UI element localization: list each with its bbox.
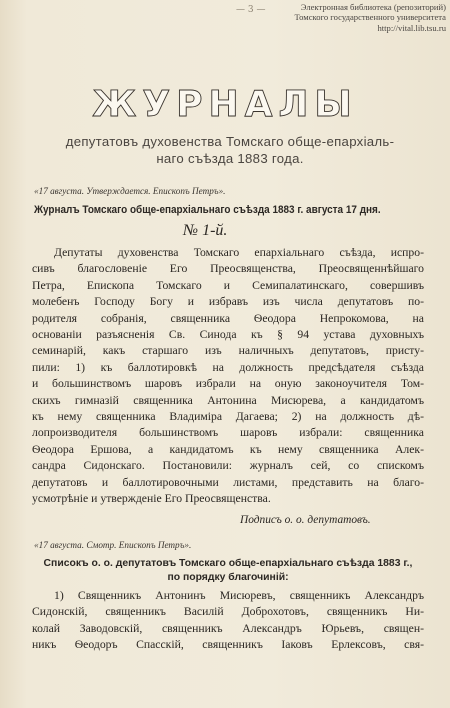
list-heading-line-2: по порядку благочиній: bbox=[167, 571, 289, 583]
body-line: депутатовъ и баллотировочными листами, представить на благо- bbox=[32, 475, 424, 489]
body-line: семинарій, какъ старшаго изъ наличныхъ депутатовъ, присту- bbox=[32, 344, 424, 358]
list-line: никъ Ѳеодоръ Спасскій, священникъ Іаковъ Ерлексовъ, свя- bbox=[32, 638, 424, 652]
approval-note-2: «17 августа. Смотр. Епископъ Петръ». bbox=[34, 540, 192, 550]
library-stamp bbox=[260, 2, 446, 33]
list-line: 1) Священникъ Антонинъ Мисюревъ, священникъ Александръ bbox=[54, 589, 424, 602]
list-heading bbox=[26, 557, 430, 584]
list-line: колай Заводовскій, священникъ Александръ Юрьевъ, священ- bbox=[32, 621, 424, 635]
subtitle-line-1: депутатовъ духовенства Томскаго обще-епархіаль- bbox=[65, 134, 395, 149]
list-heading-line-1: Списокъ о. о. депутатовъ Томскаго обще-епархіальнаго съѣзда 1883 г., bbox=[43, 558, 413, 569]
body-line: основаніи разъясненія Св. Синода къ § 94 устава духовныхъ bbox=[32, 328, 424, 342]
body-line: Ѳеодора Ершова, а кандидатомъ къ нему священника Алек- bbox=[32, 442, 424, 456]
subtitle-line-2: наго съѣзда 1883 года. bbox=[156, 151, 304, 166]
body-line: Депутаты духовенства Томскаго епархіальнаго съѣзда, испро- bbox=[54, 246, 424, 259]
body-line: къ нему священника Владиміра Дагаева; 2) на должность дѣ- bbox=[32, 410, 424, 424]
approval-note-1: «17 августа. Утверждается. Епископъ Петръ». bbox=[34, 186, 226, 196]
body-line: сандра Сидонскаго. Постановили: журналъ сей, со спискомъ bbox=[32, 459, 424, 473]
stamp-line-1: Электронная библиотека (репозиторий) bbox=[300, 2, 446, 12]
list-line: Сидонскій, священникъ Василій Доброхотовъ, священникъ Ни- bbox=[32, 605, 424, 619]
body-line: скихъ гимназій священника Антонина Мисюрева, а кандидатомъ bbox=[32, 393, 424, 407]
list-body bbox=[32, 588, 424, 654]
stamp-line-2: Томского государственного университета bbox=[294, 12, 446, 23]
body-line: Петра, Епископа Томскаго и Семипалатинскаго, совершивъ bbox=[32, 278, 424, 292]
body-line: молебенъ Господу Богу и избравъ изъ числа депутатовъ по- bbox=[32, 295, 424, 309]
body-line: родителя собранія, священника Ѳеодора Непрокомова, на bbox=[32, 311, 424, 325]
body-line: усмотрѣніе и утвержденіе Его Преосвященства. bbox=[32, 492, 271, 506]
body-line: и большинствомъ шаровъ избрали на оную законоучителя Том- bbox=[32, 377, 424, 391]
journal-number: № 1-й. bbox=[183, 222, 228, 239]
body-line: пили: 1) къ баллотировкѣ на должность предсѣдателя съѣзда bbox=[32, 360, 424, 374]
journal-body bbox=[32, 245, 424, 508]
body-line: лопроизводителя большинствомъ шаровъ избрали: священника bbox=[32, 426, 424, 440]
document-title: ЖУРНАЛЫ bbox=[92, 84, 358, 125]
stamp-url: http://vital.lib.tsu.ru bbox=[377, 22, 446, 33]
journal-heading: Журналъ Томскаго обще-епархіальнаго съѣзда 1883 г. августа 17 дня. bbox=[34, 204, 381, 216]
signature-line: Подписъ о. о. депутатовъ. bbox=[240, 514, 371, 526]
body-line: сивъ благословеніе Его Преосвященства, Преосвященнѣйшаго bbox=[32, 262, 424, 276]
page-number: — 3 — bbox=[236, 5, 266, 15]
document-subtitle bbox=[60, 133, 400, 167]
